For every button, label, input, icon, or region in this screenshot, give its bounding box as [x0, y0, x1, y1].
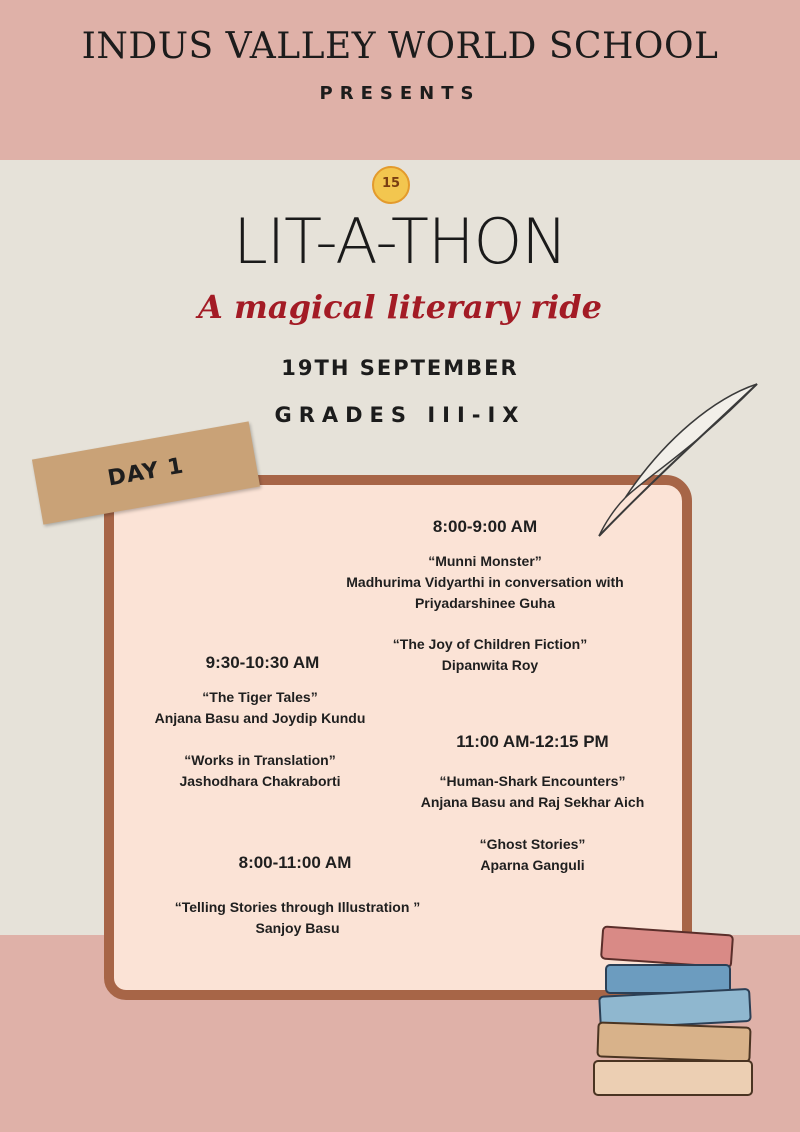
anniversary-logo: 15 [372, 166, 410, 204]
session-title: “The Joy of Children Fiction” [392, 636, 588, 652]
session-block [125, 750, 395, 792]
session-title: “Ghost Stories” [479, 836, 586, 852]
session-block [135, 897, 460, 939]
quill-icon [585, 378, 765, 543]
session-speaker: Aparna Ganguli [480, 857, 585, 873]
session-title: “Works in Translation” [184, 752, 336, 768]
slot-time: 9:30-10:30 AM [205, 653, 320, 672]
slot-time: 8:00-11:00 AM [238, 853, 352, 872]
event-title: LIT-A-THON [233, 205, 567, 278]
session-title: “Munni Monster” [428, 553, 542, 569]
session-speaker: Jashodhara Chakraborti [179, 773, 341, 789]
event-subtitle: A magical literary ride [198, 288, 602, 326]
session-speaker: Dipanwita Roy [441, 657, 539, 673]
session-speaker: Anjana Basu and Raj Sekhar Aich [420, 794, 645, 810]
session-block [125, 687, 395, 729]
event-date: 19TH SEPTEMBER [281, 356, 519, 380]
presents-label: PRESENTS [319, 83, 481, 104]
session-block [340, 634, 640, 676]
slot-time: 8:00-9:00 AM [432, 517, 538, 536]
session-speaker: Madhurima Vidyarthi in conversation with [346, 574, 624, 590]
session-title: “Telling Stories through Illustration ” [174, 899, 421, 915]
top-band [0, 0, 800, 160]
session-block [300, 551, 670, 614]
books-icon [592, 925, 762, 1100]
session-title: “Human-Shark Encounters” [439, 773, 626, 789]
school-name: INDUS VALLEY WORLD SCHOOL [81, 26, 719, 67]
day-tag: DAY 1 [32, 421, 260, 524]
event-grades: GRADES III-IX [274, 403, 526, 427]
slot-time: 11:00 AM-12:15 PM [456, 732, 609, 751]
session-block [395, 771, 670, 813]
session-speaker: Sanjoy Basu [255, 920, 340, 936]
session-block [420, 834, 645, 876]
session-title: “The Tiger Tales” [202, 689, 318, 705]
session-speaker: Anjana Basu and Joydip Kundu [154, 710, 366, 726]
session-speaker: Priyadarshinee Guha [414, 595, 556, 611]
